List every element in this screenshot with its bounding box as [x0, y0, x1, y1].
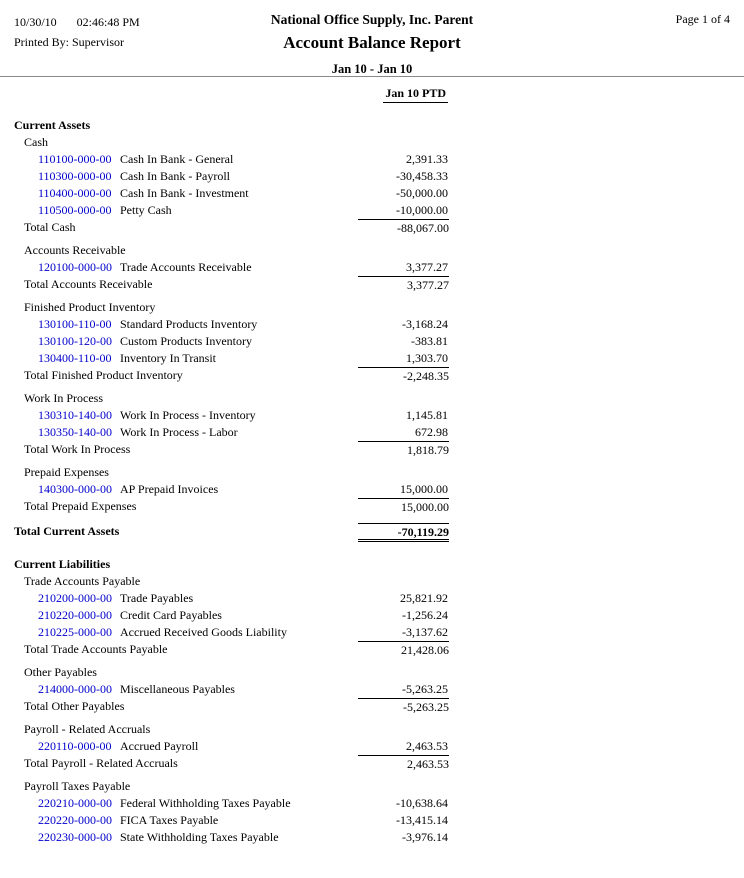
- account-name: Custom Products Inventory: [120, 334, 252, 348]
- account-name: Accrued Received Goods Liability: [120, 625, 287, 639]
- account-amount: 25,821.92: [400, 591, 448, 605]
- report-time: 02:46:48 PM: [76, 15, 140, 29]
- account-number-link[interactable]: 130400-110-00: [38, 351, 112, 365]
- group-name-row: [0, 721, 744, 738]
- section-title-row: [0, 117, 744, 134]
- group-total-amount: 3,377.27: [358, 276, 449, 294]
- account-group: [0, 778, 744, 846]
- account-row: [0, 407, 744, 424]
- account-row: [0, 590, 744, 607]
- account-amount: -10,000.00: [396, 203, 448, 217]
- account-name: Credit Card Payables: [120, 608, 222, 622]
- account-name: AP Prepaid Invoices: [120, 482, 219, 496]
- group-name-row: [0, 664, 744, 681]
- account-amount: 1,303.70: [406, 351, 448, 365]
- group-name-label: Cash: [24, 135, 48, 149]
- account-amount: -1,256.24: [402, 608, 448, 622]
- account-number-link[interactable]: 210200-000-00: [38, 591, 112, 605]
- account-row: [0, 350, 744, 367]
- group-total-row: [0, 755, 744, 772]
- section-title-label: Current Liabilities: [14, 557, 111, 571]
- account-name: Cash In Bank - Payroll: [120, 169, 230, 183]
- account-amount: -3,168.24: [402, 317, 448, 331]
- group-total-row: [0, 367, 744, 384]
- group-total-label: Total Trade Accounts Payable: [24, 642, 168, 656]
- group-name-label: Work In Process: [24, 391, 104, 405]
- account-row: [0, 151, 744, 168]
- group-total-label: Total Accounts Receivable: [24, 277, 153, 291]
- report-body: [0, 117, 744, 856]
- group-name-row: [0, 299, 744, 316]
- account-number-link[interactable]: 220110-000-00: [38, 739, 112, 753]
- account-group: [0, 664, 744, 715]
- account-name: State Withholding Taxes Payable: [120, 830, 279, 844]
- section-title-label: Current Assets: [14, 118, 91, 132]
- account-row: [0, 738, 744, 755]
- group-name-row: [0, 390, 744, 407]
- account-number-link[interactable]: 120100-000-00: [38, 260, 112, 274]
- account-amount: 1,145.81: [406, 408, 448, 422]
- account-amount: 672.98: [415, 425, 448, 439]
- group-total-row: [0, 698, 744, 715]
- account-number-link[interactable]: 130100-120-00: [38, 334, 112, 348]
- account-name: Miscellaneous Payables: [120, 682, 235, 696]
- report-title: Account Balance Report: [283, 33, 461, 52]
- group-total-amount: 1,818.79: [358, 441, 449, 459]
- page-number: Page 1 of 4: [675, 12, 730, 26]
- group-name-row: [0, 242, 744, 259]
- group-total-row: [0, 219, 744, 236]
- section-total-row: [0, 523, 744, 545]
- report-period: Jan 10 - Jan 10: [331, 62, 413, 76]
- account-number-link[interactable]: 110500-000-00: [38, 203, 112, 217]
- group-name-row: [0, 134, 744, 151]
- account-name: FICA Taxes Payable: [120, 813, 219, 827]
- account-row: [0, 812, 744, 829]
- account-amount: 15,000.00: [400, 482, 448, 496]
- account-name: Work In Process - Inventory: [120, 408, 256, 422]
- account-amount: -30,458.33: [396, 169, 448, 183]
- account-group: [0, 134, 744, 236]
- header-right-block: [676, 12, 730, 27]
- account-amount: -383.81: [411, 334, 448, 348]
- account-row: [0, 333, 744, 350]
- account-row: [0, 185, 744, 202]
- account-name: Trade Payables: [120, 591, 194, 605]
- header-center-block: [0, 12, 744, 77]
- account-amount: -5,263.25: [402, 682, 448, 696]
- group-total-amount: -5,263.25: [358, 698, 449, 716]
- report-header: [0, 0, 744, 76]
- group-total-label: Total Work In Process: [24, 442, 131, 456]
- account-name: Standard Products Inventory: [120, 317, 258, 331]
- account-name: Work In Process - Labor: [120, 425, 238, 439]
- group-total-row: [0, 276, 744, 293]
- section-total-label: Total Current Assets: [14, 524, 120, 538]
- account-name: Cash In Bank - Investment: [120, 186, 249, 200]
- group-total-amount: 2,463.53: [358, 755, 449, 773]
- printed-by: Printed By: Supervisor: [14, 35, 124, 49]
- account-group: [0, 299, 744, 384]
- account-row: [0, 795, 744, 812]
- account-number-link[interactable]: 214000-000-00: [38, 682, 112, 696]
- group-total-label: Total Prepaid Expenses: [24, 499, 137, 513]
- group-total-label: Total Other Payables: [24, 699, 125, 713]
- group-name-label: Payroll Taxes Payable: [24, 779, 131, 793]
- account-row: [0, 607, 744, 624]
- group-total-row: [0, 441, 744, 458]
- group-total-amount: -88,067.00: [358, 219, 449, 237]
- account-group: [0, 464, 744, 515]
- company-name: National Office Supply, Inc. Parent: [270, 12, 474, 27]
- group-name-label: Prepaid Expenses: [24, 465, 109, 479]
- group-name-label: Other Payables: [24, 665, 97, 679]
- account-amount: -50,000.00: [396, 186, 448, 200]
- account-number-link[interactable]: 220220-000-00: [38, 813, 112, 827]
- group-total-label: Total Finished Product Inventory: [24, 368, 183, 382]
- account-number-link[interactable]: 210225-000-00: [38, 625, 112, 639]
- section-total-amount: -70,119.29: [358, 523, 449, 542]
- account-row: [0, 424, 744, 441]
- account-number-link[interactable]: 110100-000-00: [38, 152, 112, 166]
- account-group: [0, 721, 744, 772]
- account-name: Trade Accounts Receivable: [120, 260, 252, 274]
- group-name-label: Trade Accounts Payable: [24, 574, 141, 588]
- account-name: Federal Withholding Taxes Payable: [120, 796, 291, 810]
- account-row: [0, 481, 744, 498]
- group-total-amount: 15,000.00: [358, 498, 449, 516]
- group-total-amount: 21,428.06: [358, 641, 449, 659]
- account-number-link[interactable]: 130310-140-00: [38, 408, 112, 422]
- section-title-row: [0, 556, 744, 573]
- group-name-label: Accounts Receivable: [24, 243, 126, 257]
- account-name: Petty Cash: [120, 203, 172, 217]
- account-row: [0, 681, 744, 698]
- group-name-row: [0, 464, 744, 481]
- account-number-link[interactable]: 140300-000-00: [38, 482, 112, 496]
- account-name: Cash In Bank - General: [120, 152, 234, 166]
- account-row: [0, 829, 744, 846]
- account-number-link[interactable]: 210220-000-00: [38, 608, 112, 622]
- group-name-label: Finished Product Inventory: [24, 300, 156, 314]
- account-row: [0, 624, 744, 641]
- account-amount: -3,137.62: [402, 625, 448, 639]
- account-number-link[interactable]: 110300-000-00: [38, 169, 112, 183]
- account-number-link[interactable]: 130350-140-00: [38, 425, 112, 439]
- group-name-row: [0, 778, 744, 795]
- account-name: Accrued Payroll: [120, 739, 199, 753]
- account-group: [0, 573, 744, 658]
- account-amount: 2,463.53: [406, 739, 448, 753]
- group-total-row: [0, 641, 744, 658]
- group-total-label: Total Cash: [24, 220, 76, 234]
- column-header-ptd: Jan 10 PTD: [383, 86, 448, 103]
- group-total-row: [0, 498, 744, 515]
- account-amount: 2,391.33: [406, 152, 448, 166]
- account-number-link[interactable]: 220230-000-00: [38, 830, 112, 844]
- group-name-label: Payroll - Related Accruals: [24, 722, 151, 736]
- account-amount: 3,377.27: [406, 260, 448, 274]
- group-total-amount: -2,248.35: [358, 367, 449, 385]
- account-row: [0, 202, 744, 219]
- account-group: [0, 242, 744, 293]
- account-number-link[interactable]: 220210-000-00: [38, 796, 112, 810]
- account-amount: -13,415.14: [396, 813, 448, 827]
- account-row: [0, 316, 744, 333]
- account-row: [0, 259, 744, 276]
- account-row: [0, 168, 744, 185]
- group-total-label: Total Payroll - Related Accruals: [24, 756, 178, 770]
- account-amount: -10,638.64: [396, 796, 448, 810]
- account-amount: -3,976.14: [402, 830, 448, 844]
- account-number-link[interactable]: 130100-110-00: [38, 317, 112, 331]
- account-group: [0, 390, 744, 458]
- report-date: 10/30/10: [14, 15, 57, 29]
- account-number-link[interactable]: 110400-000-00: [38, 186, 112, 200]
- account-name: Inventory In Transit: [120, 351, 216, 365]
- group-name-row: [0, 573, 744, 590]
- column-header-row: [0, 86, 744, 106]
